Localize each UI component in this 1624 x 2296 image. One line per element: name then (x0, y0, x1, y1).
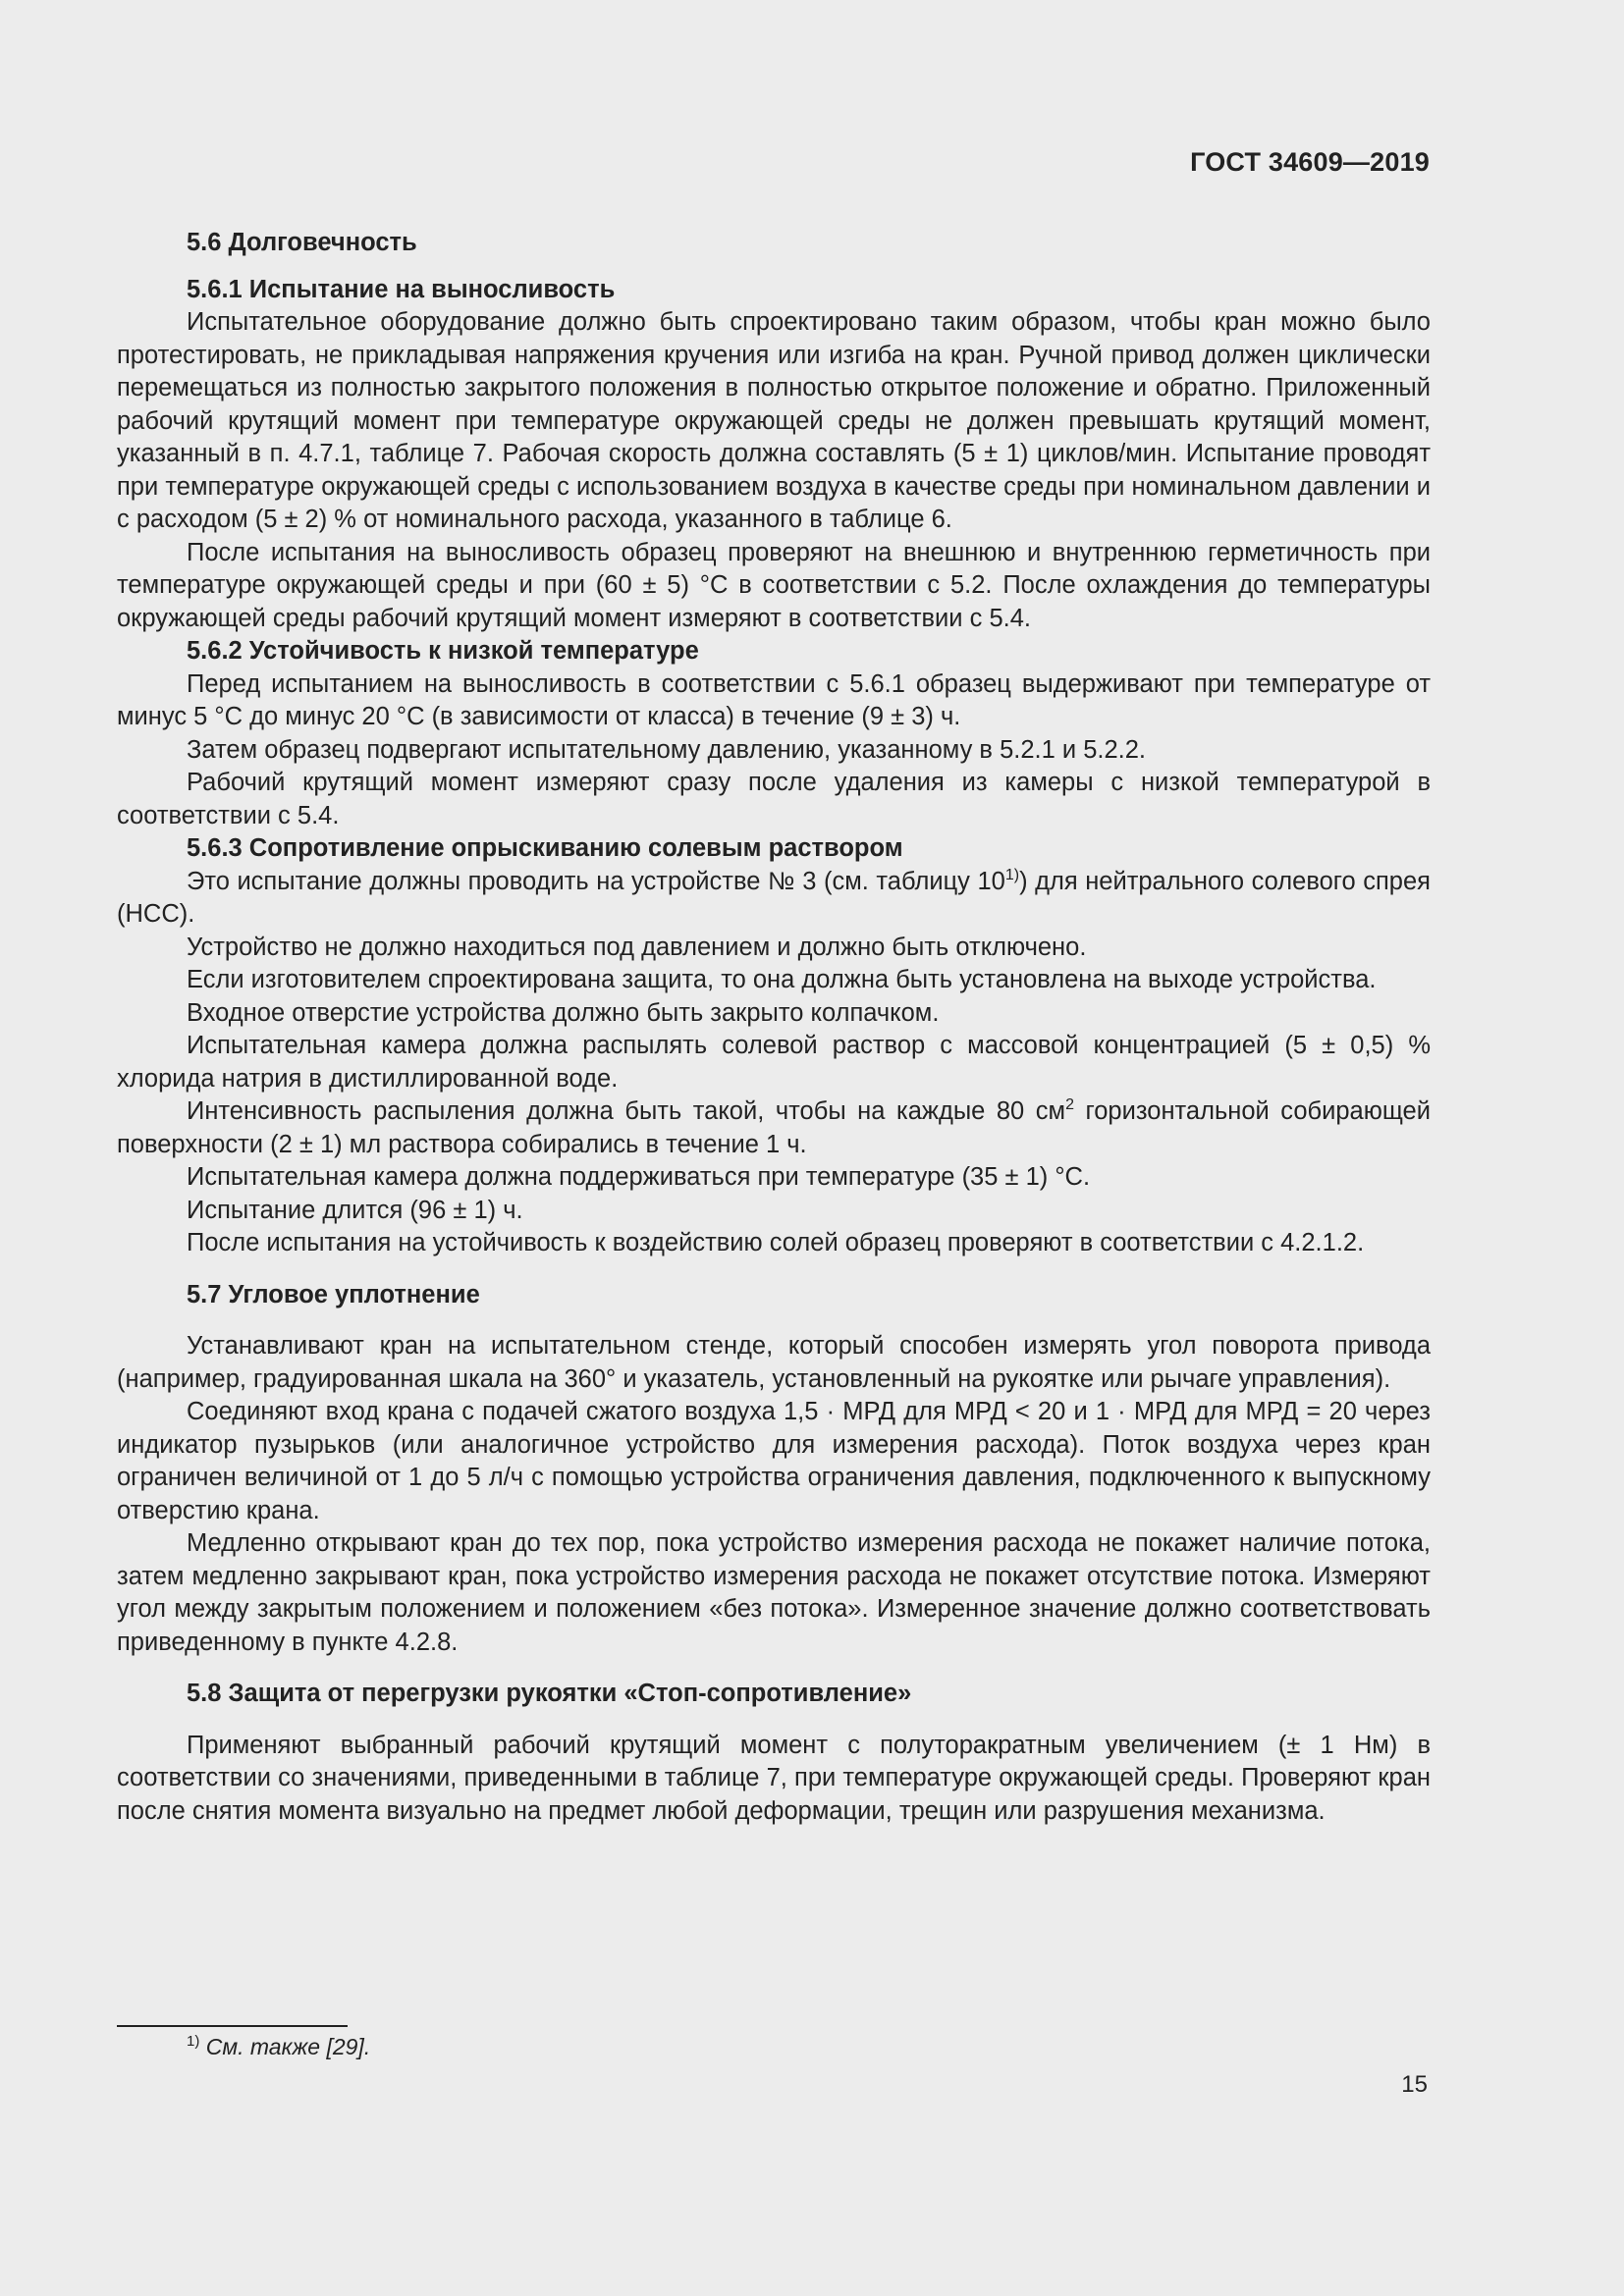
text-run: ) для нейтрального солевого спрея (НСС). (117, 867, 1431, 928)
subsection-title-5-6-2: 5.6.2 Устойчивость к низкой температуре (187, 637, 699, 665)
subsection-title-5-6-1: 5.6.1 Испытание на выносливость (187, 275, 616, 303)
document-body (117, 223, 1431, 1828)
paragraph: Затем образец подвергают испытательному давлению, указанному в 5.2.1 и 5.2.2. (187, 735, 1146, 764)
paragraph: Испытательная камера должна распылять солевой раствор с массовой концентрацией (5 ± 0,5) % хлорида натрия в дистиллированной воде. (117, 1032, 1431, 1093)
standard-id: ГОСТ 34609—2019 (1190, 147, 1430, 177)
subsection-title-5-6-3: 5.6.3 Сопротивление опрыскиванию солевым раствором (187, 834, 903, 862)
paragraph: Устройство не должно находиться под давлением и должно быть отключено. (187, 933, 1087, 961)
section-title-5-7: 5.7 Угловое уплотнение (187, 1280, 480, 1308)
footnote (187, 2032, 370, 2061)
paragraph: Перед испытанием на выносливость в соответствии с 5.6.1 образец выдерживают при температуре от минус 5 °С до минус 20 °С (в зависимости от класса) в течение (9 ± 3) ч. (117, 669, 1431, 730)
paragraph (117, 866, 1431, 932)
text-run: Это испытание должны проводить на устройстве № 3 (см. таблицу 10 (187, 867, 1005, 895)
paragraph: После испытания на выносливость образец проверяют на внешнюю и внутреннюю герметичность при температуре окружающей среды и при (60 ± 5) °С в соответствии с 5.2. После охлаждения до температуры окружающей среды рабочий крутящий момент измеряют в соответствии с 5.4. (117, 538, 1431, 632)
paragraph: Испытательная камера должна поддерживаться при температуре (35 ± 1) °С. (187, 1163, 1091, 1191)
paragraph: Если изготовителем спроектирована защита, то она должна быть установлена на выходе устройства. (187, 966, 1377, 993)
paragraph: Испытательное оборудование должно быть спроектировано таким образом, чтобы кран можно было протестировать, не прикладывая напряжения кручения или изгиба на кран. Ручной привод должен циклически перемещаться из полностью закрытого положения в полностью открытое положение и обратно. Приложенный рабочий крутящий момент при температуре окружающей среды не должен превышать крутящий момент, указанный в п. 4.7.1, таблице 7. Рабочая скорость должна составлять (5 ± 1) циклов/мин. Испытание проводят при температуре окружающей среды с использованием воздуха в качестве среды при номинальном давлении и с расходом (5 ± 2) % от номинального расхода, указанного в таблице 6. (117, 308, 1431, 533)
text-run: горизонтальной собирающей поверхности (2 ± 1) мл раствора собирались в течение 1 ч. (117, 1097, 1431, 1158)
paragraph: Рабочий крутящий момент измеряют сразу после удаления из камеры с низкой температурой в соответствии с 5.4. (117, 769, 1431, 829)
paragraph: Устанавливают кран на испытательном стенде, который способен измерять угол поворота привода (например, градуированная шкала на 360° и указатель, установленный на рукоятке или рычаге управления). (117, 1332, 1431, 1393)
paragraph: Медленно открывают кран до тех пор, пока устройство измерения расхода не покажет наличие потока, затем медленно закрывают кран, пока устройство измерения расхода не покажет отсутствие потока. Измеряют угол между закрытым положением и положением «без потока». Измеренное значение должно соответствовать приведенному в пункте 4.2.8. (117, 1529, 1431, 1656)
section-title-5-6: 5.6 Долговечность (187, 229, 417, 256)
footnote-marker: 1) (187, 2033, 200, 2050)
paragraph (117, 1095, 1431, 1161)
paragraph: Испытание длится (96 ± 1) ч. (187, 1196, 523, 1224)
text-run: Интенсивность распыления должна быть такой, чтобы на каждые 80 см (187, 1097, 1066, 1125)
section-title-5-8: 5.8 Защита от перегрузки рукоятки «Стоп-сопротивление» (187, 1680, 912, 1707)
paragraph: Соединяют вход крана с подачей сжатого воздуха 1,5 · МРД для МРД < 20 и 1 · МРД для МРД = 20 через индикатор пузырьков (или аналогичное устройство для измерения расхода). Поток воздуха через кран ограничен величиной от 1 до 5 л/ч с помощью устройства ограничения давления, подключенного к выпускному отверстию крана. (117, 1398, 1431, 1524)
paragraph: После испытания на устойчивость к воздействию солей образец проверяют в соответствии с 4.2.1.2. (187, 1229, 1365, 1256)
footnote-ref: 1) (1004, 866, 1020, 883)
superscript: 2 (1065, 1096, 1074, 1113)
page-number: 15 (1401, 2071, 1428, 2098)
paragraph: Применяют выбранный рабочий крутящий момент с полуторакратным увеличением (± 1 Нм) в соответствии со значениями, приведенными в таблице 7, при температуре окружающей среды. Проверяют кран после снятия момента визуально на предмет любой деформации, трещин или разрушения механизма. (117, 1731, 1431, 1825)
footnote-divider (117, 2025, 348, 2027)
footnote-text: См. также [29]. (199, 2034, 371, 2059)
paragraph: Входное отверстие устройства должно быть закрыто колпачком. (187, 998, 940, 1027)
